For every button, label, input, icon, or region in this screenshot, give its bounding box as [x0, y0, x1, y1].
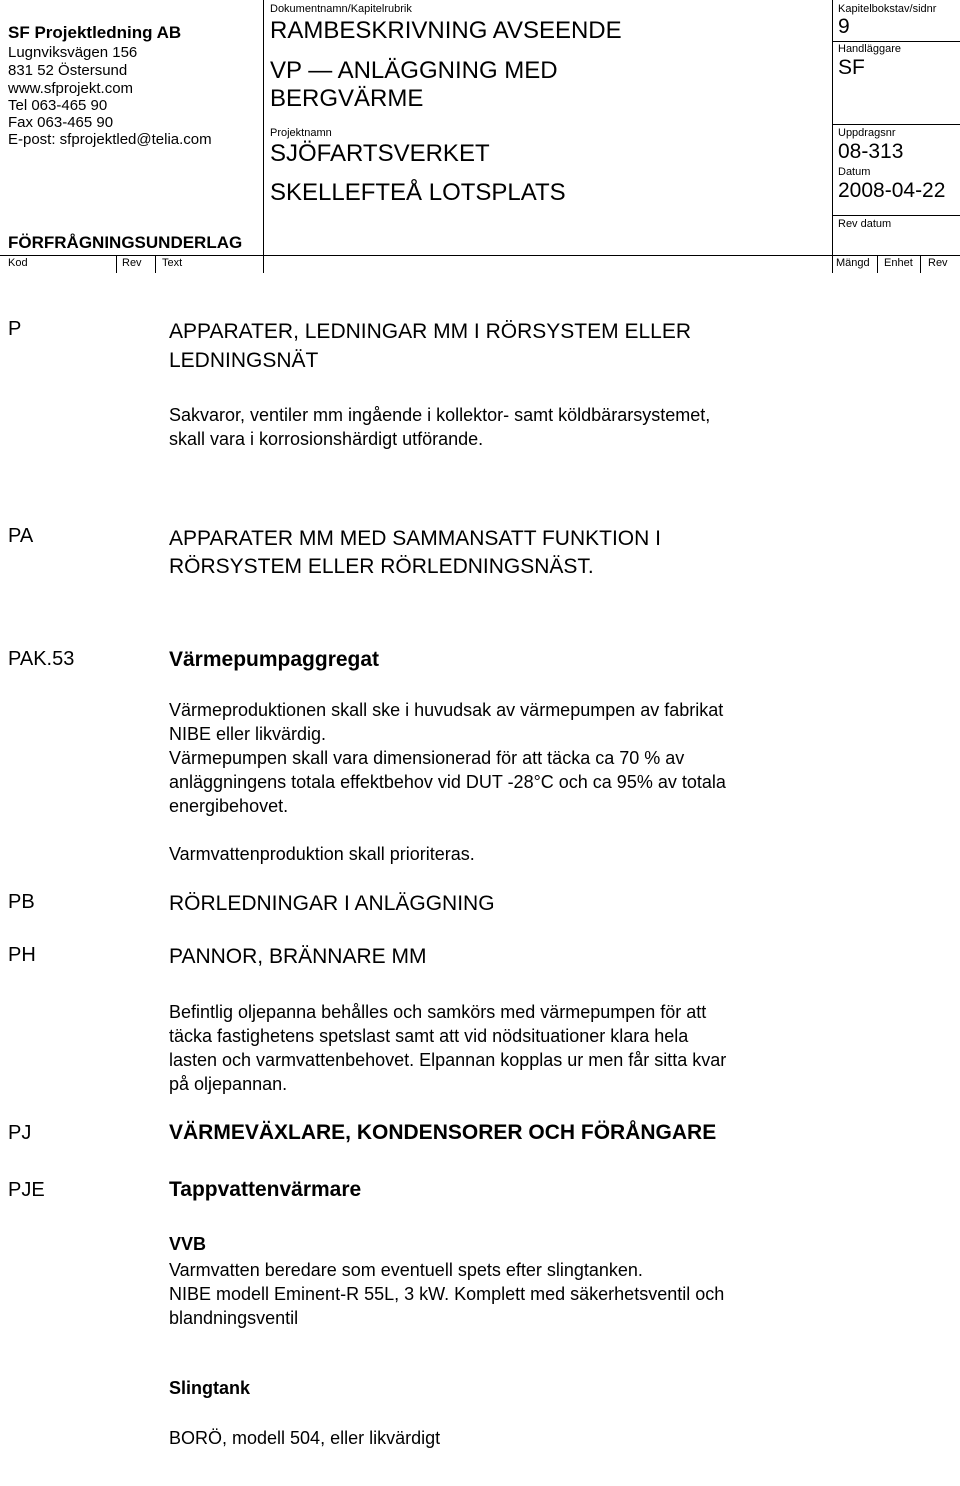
section-title-line: RÖRSYSTEM ELLER RÖRLEDNINGSNÄST.: [169, 555, 594, 578]
section-code: PJE: [8, 1179, 45, 1201]
company-email: E-post: sfprojektled@telia.com: [8, 131, 212, 148]
section-text-line: NIBE eller likvärdig.: [169, 724, 327, 744]
vvb-text-line: NIBE modell Eminent-R 55L, 3 kW. Komplett med säkerhetsventil och: [169, 1284, 725, 1304]
col-enhet: Enhet: [884, 257, 913, 269]
section-title-line: LEDNINGSNÄT: [169, 349, 319, 372]
col-divider: [116, 256, 117, 273]
col-divider: [920, 256, 921, 273]
handler-label: Handläggare: [838, 43, 901, 55]
vvb-label: VVB: [169, 1234, 207, 1254]
section-code: P: [8, 318, 22, 340]
header-divider: [263, 0, 264, 273]
section-code: PJ: [8, 1122, 32, 1144]
section-code: PAK.53: [8, 648, 75, 670]
header-rule: [832, 41, 960, 42]
section-title-line: APPARATER, LEDNINGAR MM I RÖRSYSTEM ELLER: [169, 320, 691, 343]
section-text-line: täcka fastighetens spetslast samt att vid nödsituationer klara hela: [169, 1026, 689, 1046]
col-kod: Kod: [8, 257, 28, 269]
project-name-line: SKELLEFTEÅ LOTSPLATS: [270, 179, 566, 206]
section-note: Varmvattenproduktion skall prioriteras.: [169, 844, 475, 864]
company-website: www.sfprojekt.com: [8, 80, 134, 97]
handler-value: SF: [838, 56, 865, 79]
company-phone: Tel 063-465 90: [8, 97, 108, 114]
doc-name-label: Dokumentnamn/Kapitelrubrik: [270, 3, 412, 15]
column-header-rule: [0, 255, 960, 256]
section-text-line: energibehovet.: [169, 796, 289, 816]
header-rule: [832, 124, 960, 125]
section-title: Tappvattenvärmare: [169, 1178, 362, 1201]
section-text-line: skall vara i korrosionshärdigt utförande.: [169, 429, 484, 449]
col-divider: [877, 256, 878, 273]
section-code: PA: [8, 525, 34, 547]
date-value: 2008-04-22: [838, 179, 946, 202]
section-text-line: lasten och varmvattenbehovet. Elpannan kopplas ur men får sitta kvar: [169, 1050, 727, 1070]
section-title: Värmepumpaggregat: [169, 648, 380, 671]
company-address-line: Lugnviksvägen 156: [8, 44, 138, 61]
date-label: Datum: [838, 166, 871, 178]
section-title: VÄRMEVÄXLARE, KONDENSORER OCH FÖRÅNGARE: [169, 1121, 717, 1144]
company-address-line: 831 52 Östersund: [8, 62, 128, 79]
header-rule: [832, 215, 960, 216]
col-text: Text: [162, 257, 183, 269]
doc-name-line: BERGVÄRME: [270, 85, 424, 112]
section-code: PB: [8, 891, 35, 913]
section-text-line: Sakvaror, ventiler mm ingående i kollektor- samt köldbärarsystemet,: [169, 405, 711, 425]
order-label: Uppdragsnr: [838, 127, 896, 139]
section-title: PANNOR, BRÄNNARE MM: [169, 945, 427, 968]
vvb-text-line: blandningsventil: [169, 1308, 299, 1328]
page-value: 9: [838, 15, 850, 38]
doc-name-line: VP — ANLÄGGNING MED: [270, 57, 558, 84]
revdate-label: Rev datum: [838, 218, 892, 230]
section-text-line: anläggningens totala effektbehov vid DUT -28°C och ca 95% av totala: [169, 772, 726, 792]
order-value: 08-313: [838, 140, 904, 163]
col-divider: [155, 256, 156, 273]
vvb-text-line: Varmvatten beredare som eventuell spets efter slingtanken.: [169, 1260, 643, 1280]
section-text-line: Värmeproduktionen skall ske i huvudsak av värmepumpen av fabrikat: [169, 700, 724, 720]
company-fax: Fax 063-465 90: [8, 114, 114, 131]
col-rev2: Rev: [928, 257, 948, 269]
section-text-line: Värmepumpen skall vara dimensionerad för att täcka ca 70 % av: [169, 748, 685, 768]
document-status-label: FÖRFRÅGNINGSUNDERLAG: [8, 233, 243, 252]
slingtank-label: Slingtank: [169, 1378, 251, 1398]
col-rev: Rev: [122, 257, 142, 269]
slingtank-text: BORÖ, modell 504, eller likvärdigt: [169, 1428, 441, 1448]
col-mangd: Mängd: [836, 257, 870, 269]
company-name: SF Projektledning AB: [8, 23, 182, 42]
project-label: Projektnamn: [270, 127, 332, 139]
section-code: PH: [8, 944, 36, 966]
page-label: Kapitelbokstav/sidnr: [838, 3, 937, 15]
section-title: RÖRLEDNINGAR I ANLÄGGNING: [169, 892, 495, 915]
project-name-line: SJÖFARTSVERKET: [270, 140, 490, 167]
doc-name-line: RAMBESKRIVNING AVSEENDE: [270, 17, 622, 44]
section-text-line: på oljepannan.: [169, 1074, 288, 1094]
section-title-line: APPARATER MM MED SAMMANSATT FUNKTION I: [169, 527, 661, 550]
section-text-line: Befintlig oljepanna behålles och samkörs med värmepumpen för att: [169, 1002, 707, 1022]
